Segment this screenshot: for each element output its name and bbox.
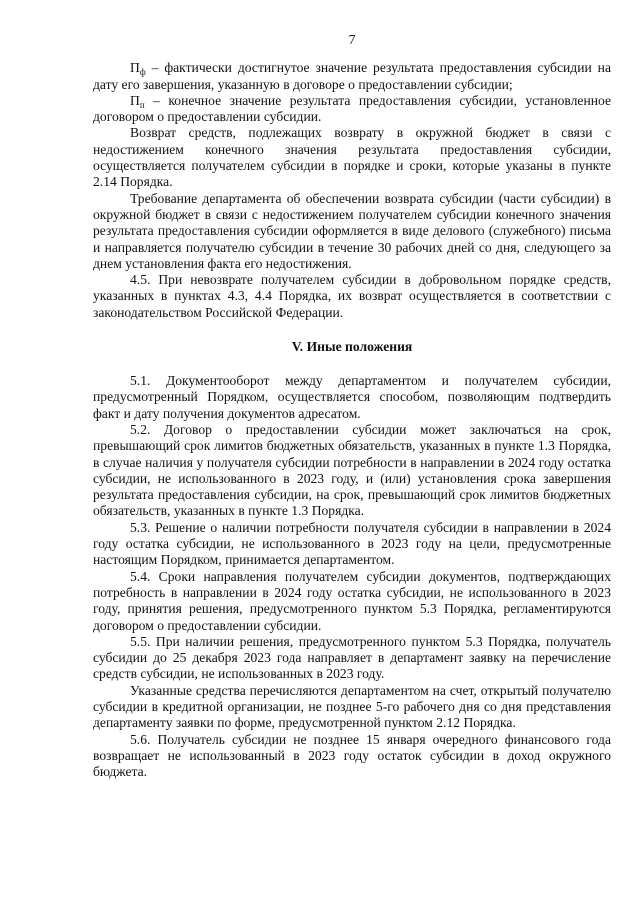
formula-paragraph-pp: $П_п$ – конечное значение результата предоставления субсидии, установленное договором о предоставлении субсидии. (93, 92, 611, 125)
paragraph-requirement: Требование департамента об обеспечении возврата субсидии (части субсидии) в окружной бюджет в связи с недостижением получателем субсидии конечного значения результата предоставления субсидии оформляется в виде делового (служебного) письма и направляется получателю субсидии в течение 30 рабочих дней со дня, следующего за днем установления факта его недостижения. (93, 190, 611, 271)
page-number: 7 (348, 32, 356, 47)
paragraph-5-5: 5.5. При наличии решения, предусмотренного пунктом 5.3 Порядка, получатель субсидии до 25 декабря 2023 года направляет в департамент заявку на перечисление средств субсидии, не использованных в 2023 году. (93, 633, 611, 682)
paragraph-5-6: 5.6. Получатель субсидии не позднее 15 января очередного финансового года возвращает не использованный в 2023 году остаток субсидии в доход окружного бюджета. (93, 731, 611, 780)
bottom-paragraphs (93, 373, 611, 780)
formula-paragraph-pf: $П_ф$ – фактически достигнутое значение результата предоставления субсидии на дату его завершения, указанную в договоре о предоставлении субсидии; (93, 60, 611, 92)
paragraph-4-5: 4.5. При невозврате получателем субсидии в добровольном порядке средств, указанных в пунктах 4.3, 4.4 Порядка, их возврат осуществляется в соответствии с законодательством Российской Федерации. (93, 272, 611, 320)
paragraph-5-1: 5.1. Документооборот между департаментом и получателем субсидии, предусмотренный Порядком, осуществляется способом, позволяющим подтвердить факт и дату получения документов адресатом. (93, 373, 611, 421)
document-page (93, 32, 611, 780)
paragraph-5-2: 5.2. Договор о предоставлении субсидии может заключаться на срок, превышающий срок лимитов бюджетных обязательств, указанных в пункте 1.3 Порядка, в случае наличия у получателя субсидии потребности в направлении в 2024 году остатка субсидии, не использованного в 2023 году, и (или) установления срока завершения результата предоставления субсидии, на срок, превышающий срок лимитов бюджетных обязательств, указанных в пункте 1.3 Порядка. (93, 421, 611, 519)
section-title: V. Иные положения (291, 339, 413, 355)
paragraph-funds-transfer: Указанные средства перечисляются департаментом на счет, открытый получателю субсидии в кредитной организации, не позднее 5-го рабочего дня со дня представления департаменту заявки по форме, предусмотренной пунктом 2.12 Порядка. (93, 682, 611, 731)
paragraph-refund: Возврат средств, подлежащих возврату в окружной бюджет в связи с недостижением конечного значения результата предоставления субсидии, осуществляется получателем субсидии в порядке и сроки, которые указаны в пункте 2.14 Порядка. (93, 125, 611, 190)
top-paragraphs (93, 60, 611, 321)
paragraph-5-3: 5.3. Решение о наличии потребности получателя субсидии в направлении в 2024 году остатка субсидии, не использованного в 2023 году на цели, предусмотренные настоящим Порядком, принимается департаментом. (93, 519, 611, 568)
paragraph-5-4: 5.4. Сроки направления получателем субсидии документов, подтверждающих потребность в направлении в 2024 году остатка субсидии, не использованного в 2023 году, принятия решения, предусмотренного пунктом 5.3 Порядка, регламентируются договором о предоставлении субсидии. (93, 568, 611, 633)
